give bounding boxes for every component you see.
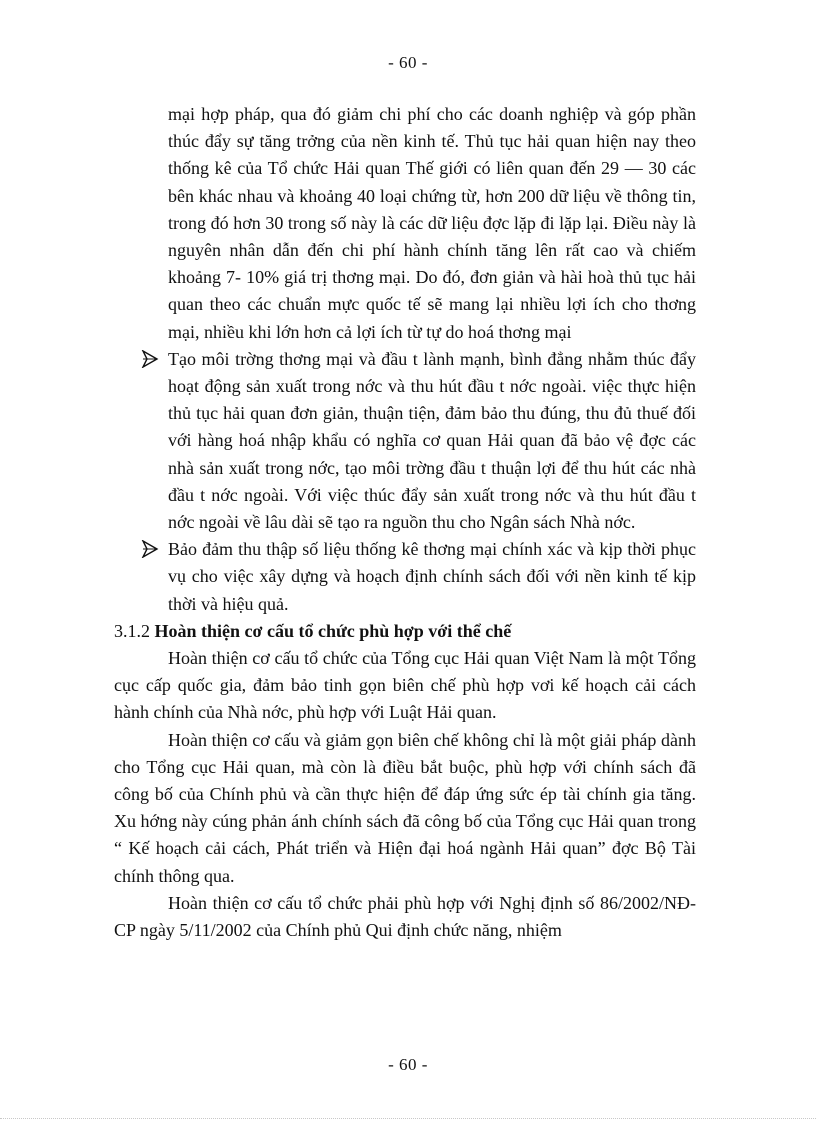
arrowhead-bullet-icon bbox=[141, 350, 159, 368]
document-body bbox=[114, 101, 696, 944]
body-paragraph: Hoàn thiện cơ cấu tổ chức của Tổng cục Hải quan Việt Nam là một Tổng cục cấp quốc gia, đảm bảo tinh gọn biên chế phù hợp vơi kế hoạch cải cách hành chính của Nhà nớc, phù hợp với Luật Hải quan. bbox=[114, 648, 696, 723]
page-bottom-divider bbox=[0, 1118, 816, 1119]
bullet-text: Bảo đảm thu thập số liệu thống kê thơng mại chính xác và kịp thời phục vụ cho việc xây dựng và hoạch định chính sách đối với nền kinh tế kịp thời và hiệu quả. bbox=[168, 539, 696, 614]
page-number-top: - 60 - bbox=[388, 53, 428, 72]
continuation-paragraph: mại hợp pháp, qua đó giảm chi phí cho các doanh nghiệp và góp phần thúc đẩy sự tăng trởng của nền kinh tế. Thủ tục hải quan hiện nay theo thống kê của Tổ chức Hải quan Thế giới có liên quan đến 29 — 30 các bên khác nhau và khoảng 40 loại chứng từ, hơn 200 dữ liệu về thông tin, trong đó hơn 30 trong số này là các dữ liệu đợc lặp đi lặp lại. Điều này là nguyên nhân dẫn đến chi phí hành chính tăng lên rất cao và chiếm khoảng 7- 10% giá trị thơng mại. Do đó, đơn giản và hài hoà thủ tục hải quan theo các chuẩn mực quốc tế sẽ mang lại nhiều lợi ích cho thơng mại, nhiều khi lớn hơn cả lợi ích từ tự do hoá thơng mại bbox=[168, 104, 696, 342]
page-number-bottom: - 60 - bbox=[388, 1055, 428, 1074]
section-number: 3.1.2 bbox=[114, 620, 150, 641]
bullet-item bbox=[114, 346, 696, 536]
section-title: Hoàn thiện cơ cấu tổ chức phù hợp với thể chế bbox=[154, 620, 512, 641]
body-paragraph: Hoàn thiện cơ cấu tổ chức phải phù hợp với Nghị định số 86/2002/NĐ-CP ngày 5/11/2002 của Chính phủ Qui định chức năng, nhiệm bbox=[114, 892, 696, 941]
section-heading bbox=[114, 618, 696, 645]
arrowhead-bullet-icon bbox=[141, 540, 159, 558]
body-paragraph: Hoàn thiện cơ cấu và giảm gọn biên chế không chỉ là một giải pháp dành cho Tổng cục Hải quan, mà còn là điều bắt buộc, phù hợp với chính sách đã công bố của Chính phủ và cần thực hiện để đáp ứng sức ép tài chính gia tăng. Xu hớng này cúng phản ánh chính sách đã công bố của Tổng cục Hải quan trong “ Kế hoạch cải cách, Phát triển và Hiện đại hoá ngành Hải quan” đợc Bộ Tài chính thông qua. bbox=[114, 729, 696, 886]
bullet-text: Tạo môi trờng thơng mại và đầu t lành mạnh, bình đẳng nhằm thúc đẩy hoạt động sản xuất trong nớc và thu hút đầu t nớc ngoài. việc thực hiện thủ tục hải quan đơn giản, thuận tiện, đảm bảo thu đúng, thu đủ thuế đối với hàng hoá nhập khẩu có nghĩa cơ quan Hải quan đã bảo vệ đợc các nhà sản xuất trong nớc, tạo môi trờng đầu t thuận lợi để thu hút các nhà đầu t nớc ngoài. Với việc thúc đẩy sản xuất trong nớc và thu hút đầu t nớc ngoài về lâu dài sẽ tạo ra nguồn thu cho Ngân sách Nhà nớc. bbox=[168, 348, 696, 533]
bullet-item bbox=[114, 536, 696, 618]
